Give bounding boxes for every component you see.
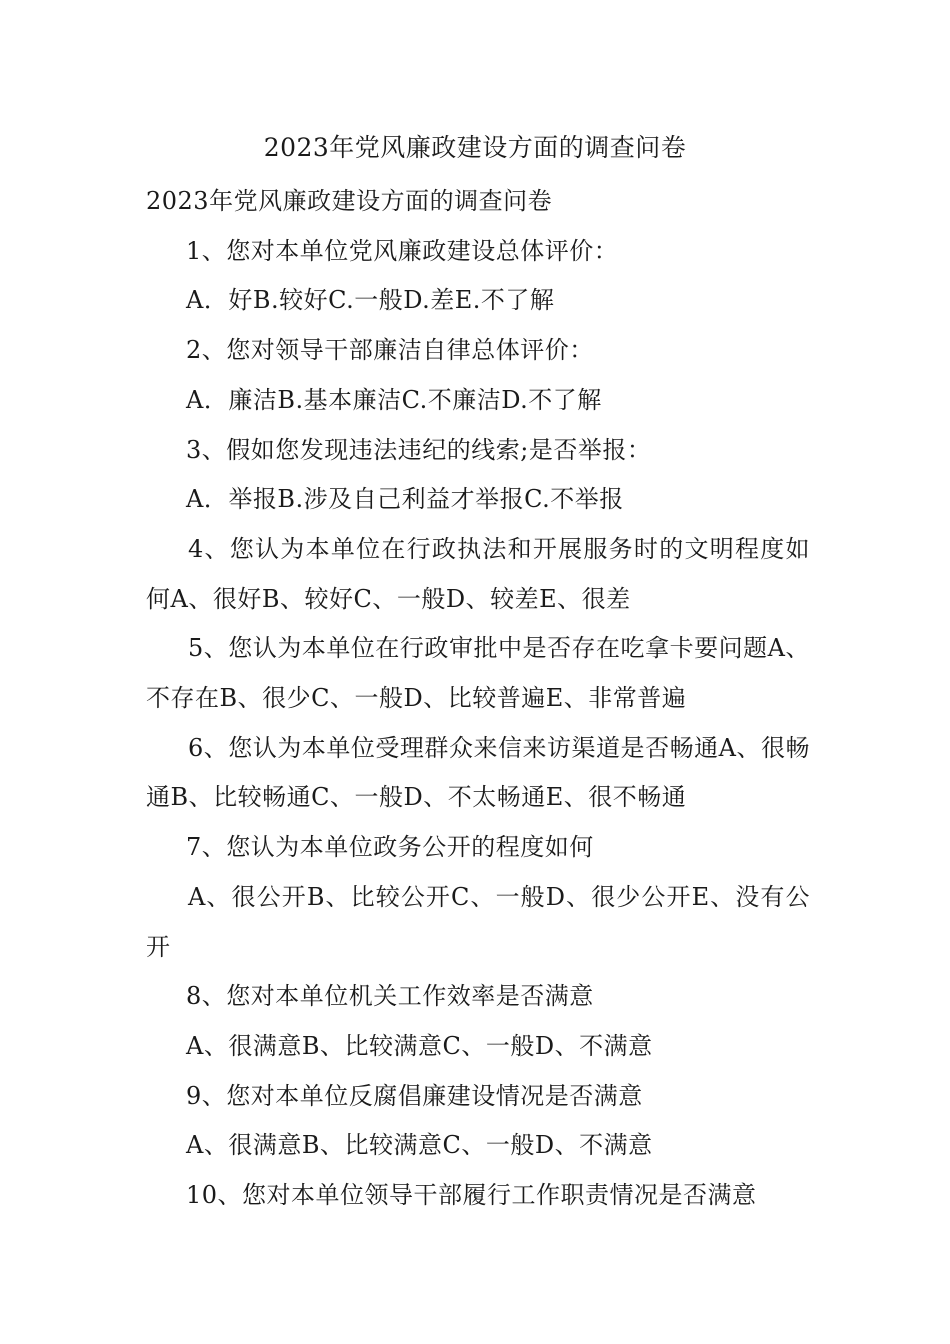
document-title: 2023年党风廉政建设方面的调查问卷 <box>263 133 687 162</box>
question-4: 4、您认为本单位在行政执法和开展服务时的文明程度如何A、很好B、较好C、一般D、较差E、很差 <box>146 534 810 613</box>
question-7: 7、您认为本单位政务公开的程度如何 <box>186 833 594 862</box>
question-10: 10、您对本单位领导干部履行工作职责情况是否满意 <box>186 1181 757 1210</box>
question-5: 5、您认为本单位在行政审批中是否存在吃拿卡要问题A、不存在B、很少C、一般D、比较普遍E、非常普遍 <box>146 634 810 713</box>
answer-options-7: A、很公开B、比较公开C、一般D、很少公开E、没有公开 <box>146 882 810 961</box>
document-body <box>146 177 810 1221</box>
question-2: 2、您对领导干部廉洁自律总体评价： <box>186 336 594 365</box>
answer-options-3: A．举报B.涉及自己利益才举报C.不举报 <box>186 485 624 514</box>
document-subtitle: 2023年党风廉政建设方面的调查问卷 <box>146 187 553 215</box>
answer-options-1: A．好B.较好C.一般D.差E.不了解 <box>186 286 555 315</box>
question-9: 9、您对本单位反腐倡廉建设情况是否满意 <box>186 1081 643 1110</box>
answer-options-8: A、很满意B、比较满意C、一般D、不满意 <box>186 1031 653 1060</box>
question-8: 8、您对本单位机关工作效率是否满意 <box>186 982 594 1011</box>
question-3: 3、假如您发现违法违纪的线索;是否举报： <box>186 435 652 464</box>
answer-options-2: A．廉洁B.基本廉洁C.不廉洁D.不了解 <box>186 385 602 414</box>
answer-options-9: A、很满意B、比较满意C、一般D、不满意 <box>186 1131 653 1160</box>
question-1: 1、您对本单位党风廉政建设总体评价： <box>186 236 619 265</box>
question-6: 6、您认为本单位受理群众来信来访渠道是否畅通A、很畅通B、比较畅通C、一般D、不太畅通E、很不畅通 <box>146 733 810 812</box>
